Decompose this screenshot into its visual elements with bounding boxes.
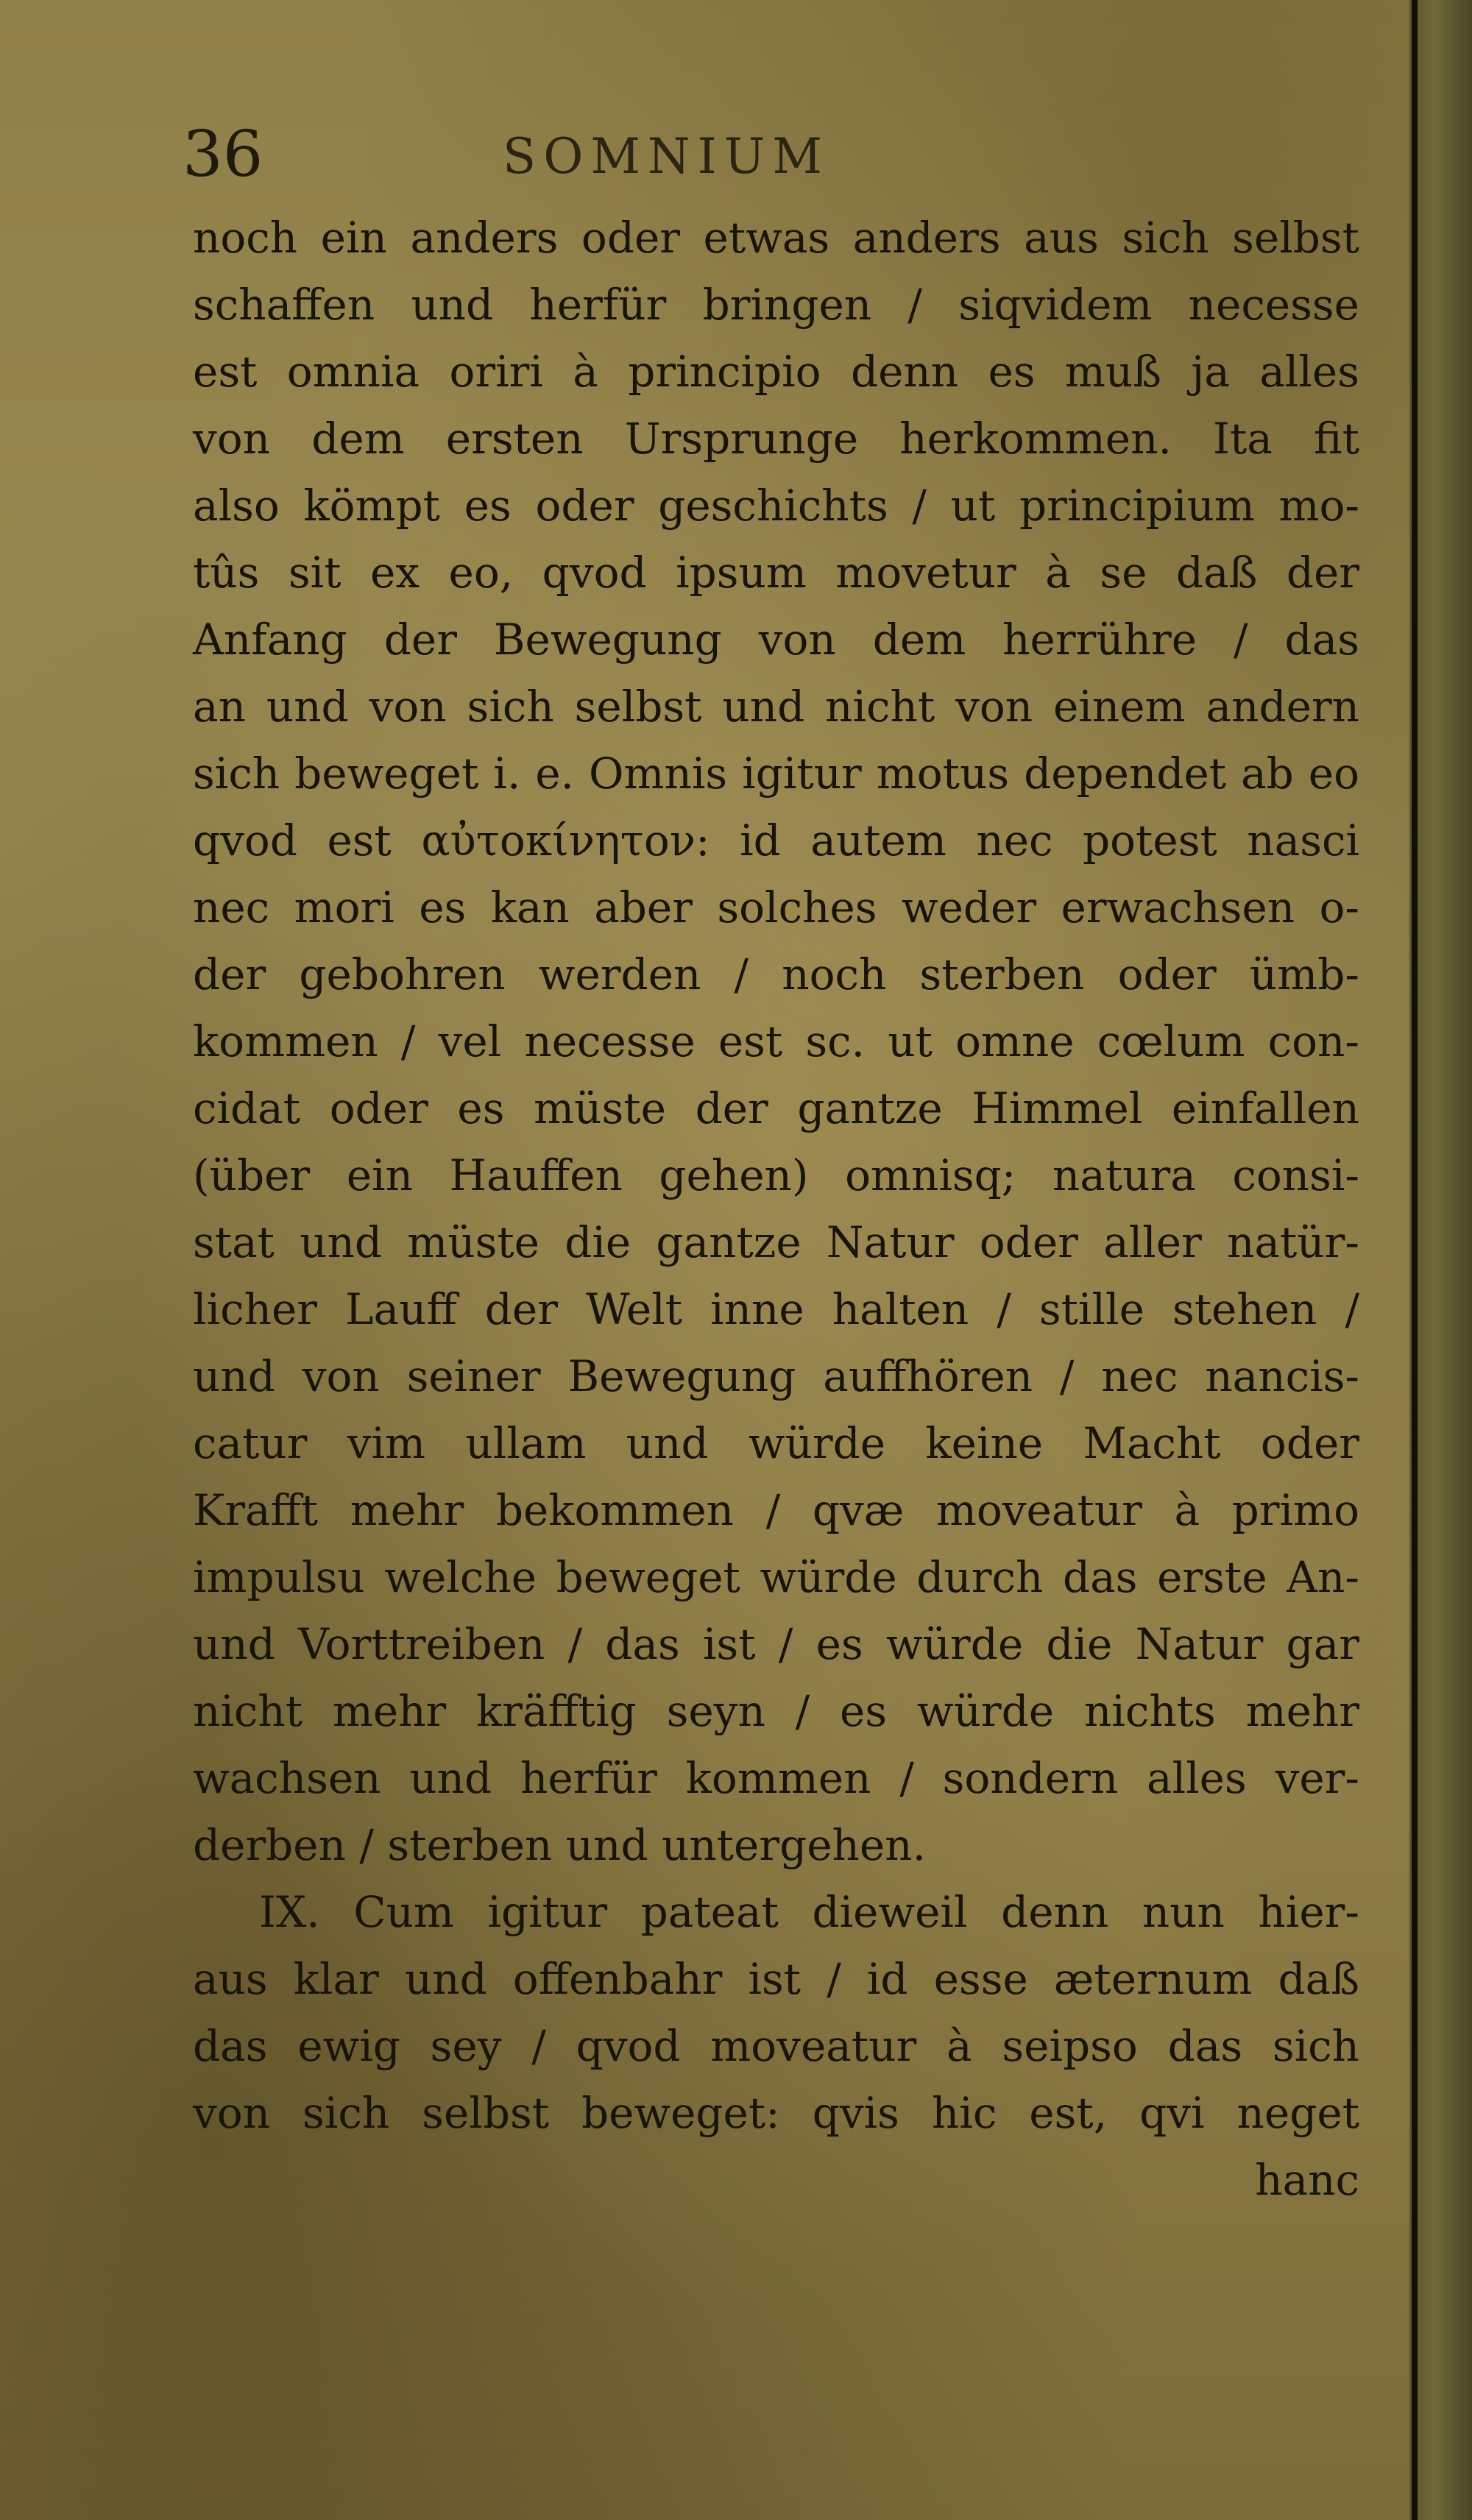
text-line-16: stat und müste die gantze Natur oder aller natür- <box>193 1217 1359 1267</box>
running-head <box>183 118 1390 199</box>
text-line-12: der gebohren werden / noch sterben oder ümb- <box>193 949 1359 999</box>
text-line-21: impulsu welche beweget würde durch das erste An- <box>193 1552 1359 1602</box>
text-line-25: derben / sterben und untergehen. <box>193 1820 927 1870</box>
text-line-11: nec mori es kan aber solches weder erwachsen o- <box>193 882 1359 932</box>
text-line-20: Krafft mehr bekommen / qvæ moveatur à primo <box>193 1485 1359 1535</box>
text-line-10: qvod est αὐτοκίνητον: id autem nec potest nasci <box>193 815 1359 866</box>
page-number: 36 <box>183 118 263 191</box>
text-line-7: Anfang der Bewegung von dem herrühre / das <box>193 615 1359 665</box>
spine-shadow-line <box>1412 0 1418 2520</box>
text-line-6: tûs sit ex eo, qvod ipsum movetur à se daß der <box>193 548 1359 598</box>
text-line-19: catur vim ullam und würde keine Macht oder <box>193 1418 1359 1468</box>
text-line-23: nicht mehr kräfftig seyn / es würde nichts mehr <box>193 1686 1359 1736</box>
text-line-18: und von seiner Bewegung auffhören / nec nancis- <box>193 1351 1359 1401</box>
text-line-8: an und von sich selbst und nicht von einem andern <box>193 682 1359 732</box>
text-line-17: licher Lauff der Welt inne halten / stille stehen / <box>193 1284 1359 1334</box>
text-line-28: das ewig sey / qvod moveatur à seipso das sich <box>193 2021 1359 2071</box>
text-line-13: kommen / vel necesse est sc. ut omne cœlum con- <box>193 1016 1359 1066</box>
text-line-2: schaffen und herfür bringen / siqvidem necesse <box>193 280 1359 330</box>
text-line-24: wachsen und herfür kommen / sondern alles ver- <box>193 1753 1359 1803</box>
catchword: hanc <box>1255 2155 1359 2205</box>
text-line-4: von dem ersten Ursprunge herkommen. Ita fit <box>193 414 1359 464</box>
text-line-9: sich beweget i. e. Omnis igitur motus dependet ab eo <box>193 748 1359 799</box>
text-line-1: noch ein anders oder etwas anders aus sich selbst <box>193 213 1359 263</box>
text-line-3: est omnia oriri à principio denn es muß ja alles <box>193 347 1359 397</box>
text-line-14: cidat oder es müste der gantze Himmel einfallen <box>193 1083 1359 1133</box>
book-spine-edge <box>1409 0 1472 2520</box>
text-line-5: also kömpt es oder geschichts / ut principium mo- <box>193 481 1359 531</box>
text-line-26: IX. Cum igitur pateat dieweil denn nun hier- <box>259 1887 1359 1937</box>
text-block <box>193 205 1359 2214</box>
text-line-27: aus klar und offenbahr ist / id esse æternum daß <box>193 1954 1359 2004</box>
text-line-22: und Vorttreiben / das ist / es würde die Natur gar <box>193 1619 1359 1669</box>
text-line-15: (über ein Hauffen gehen) omnisq; natura consi- <box>193 1150 1359 1200</box>
text-line-29: von sich selbst beweget: qvis hic est, qvi neget <box>193 2088 1359 2138</box>
header-title: SOMNIUM <box>503 128 829 185</box>
